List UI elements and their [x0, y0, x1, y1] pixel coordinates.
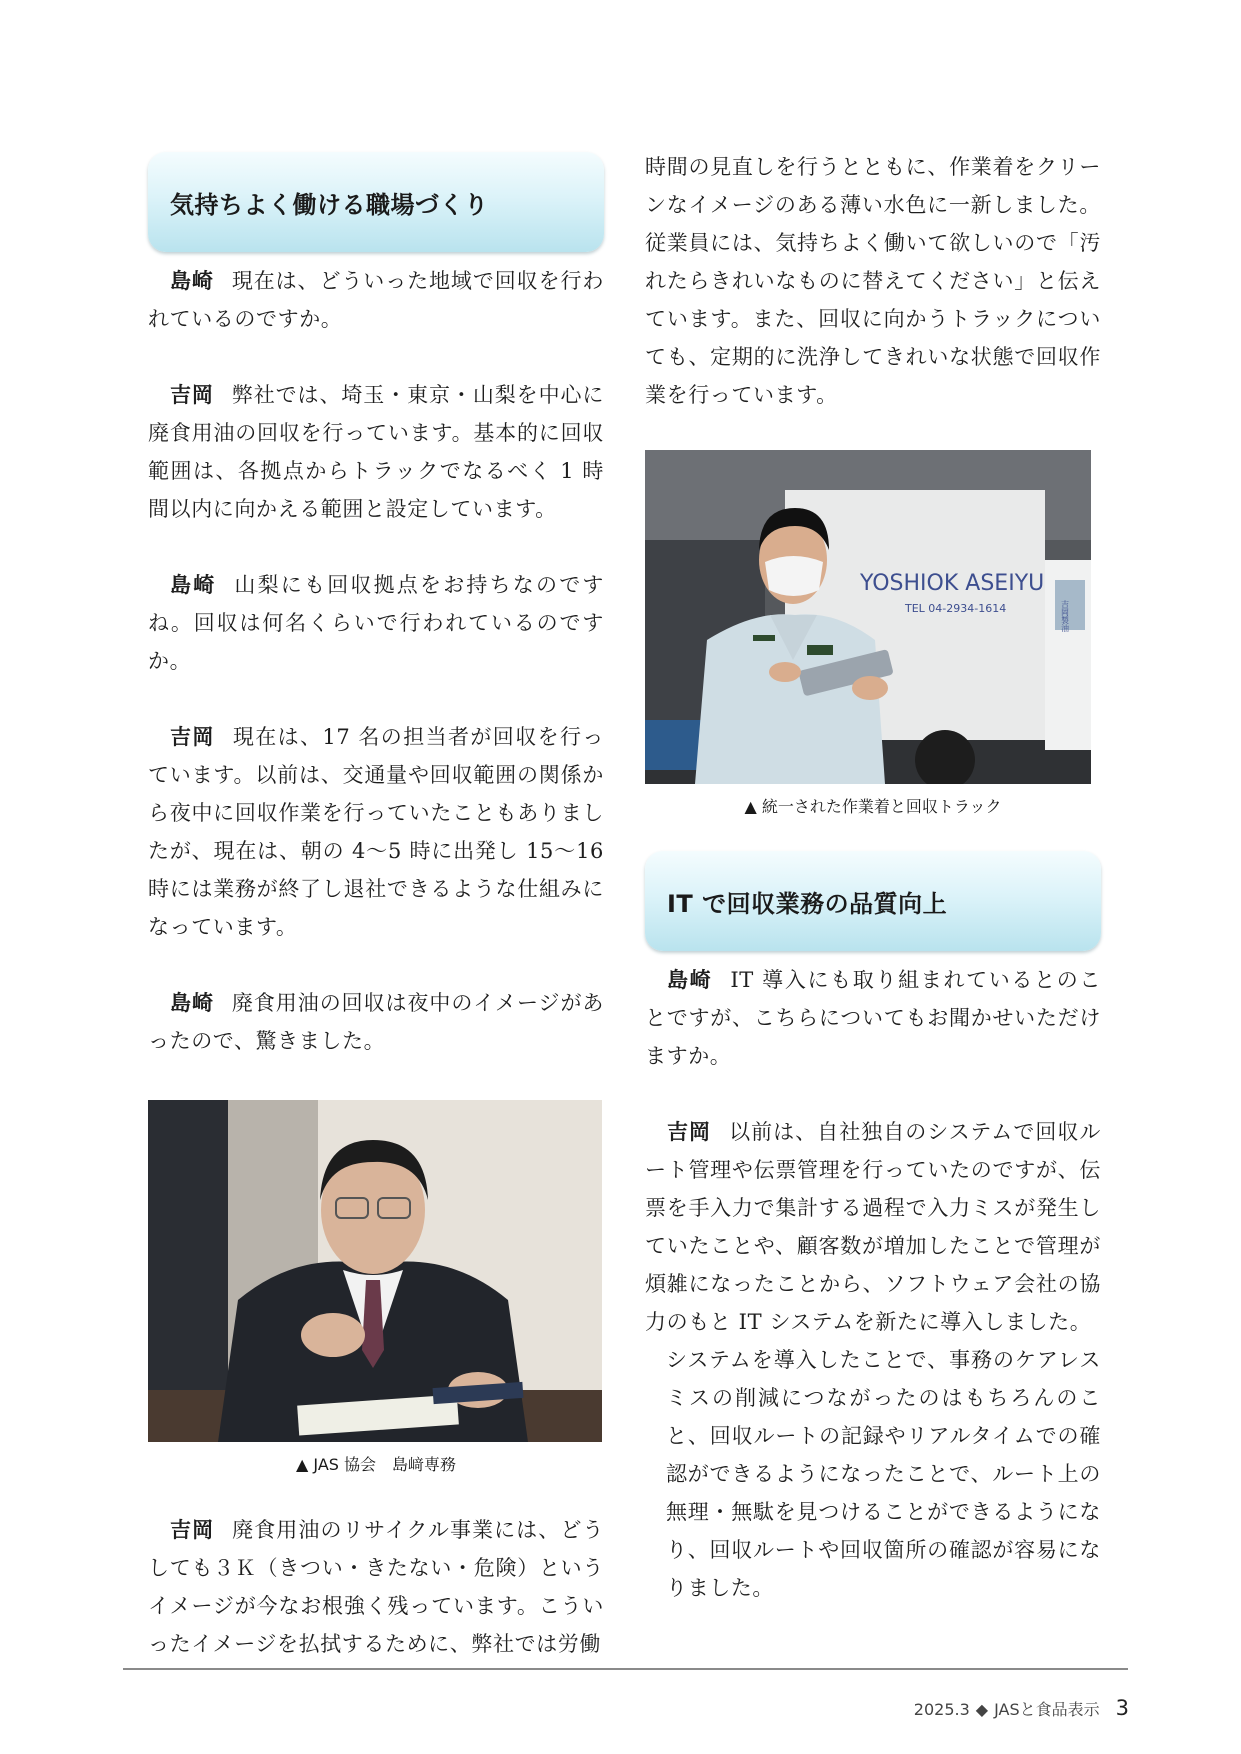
paragraph-text: 現在は、どういった地域で回収を行われているのですか。: [148, 269, 604, 331]
photo-caption: ▲ JAS 協会 島﨑専務: [295, 1455, 457, 1474]
paragraph: [148, 1511, 604, 1663]
portrait-illustration: [148, 1100, 602, 1442]
paragraph: [148, 984, 604, 1060]
footer-rule: [123, 1668, 1128, 1670]
page-number: 3: [1115, 1696, 1129, 1720]
speaker-name: 島崎: [667, 968, 713, 992]
paragraph-text: 廃食用油の回収は夜中のイメージがあったので、驚きました。: [148, 991, 605, 1053]
speaker-name: 島崎: [170, 991, 214, 1015]
speaker-name: 吉岡: [667, 1120, 712, 1144]
photo-caption: ▲ 統一された作業着と回収トラック: [744, 797, 1002, 816]
speaker-name: 島崎: [170, 573, 217, 597]
worker-truck-illustration: [645, 450, 1091, 784]
speaker-name: 吉岡: [170, 1518, 215, 1542]
speaker-name: 島崎: [170, 269, 214, 293]
section-heading-it: IT で回収業務の品質向上: [645, 851, 1101, 951]
left-column: [148, 152, 604, 1663]
paragraph-text: 以前は、自社独自のシステムで回収ルート管理や伝票管理を行っていたのですが、伝票を手入力で集計する過程で入力ミスが発生していたことや、顧客数が増加したことで管理が煩雑になったことから、ソフトウェア会社の協力のもと IT システムを新たに導入しました。: [645, 1120, 1101, 1334]
paragraph-text: 廃食用油のリサイクル事業には、どうしても３Ｋ（きつい・きたない・危険）というイメージが今なお根強く残っています。こういったイメージを払拭するために、弊社では労働: [148, 1518, 604, 1656]
diamond-icon: ◆: [975, 1700, 989, 1719]
paragraph-text: 弊社では、埼玉・東京・山梨を中心に廃食用油の回収を行っています。基本的に回収範囲は、各拠点からトラックでなるべく 1 時間以内に向かえる範囲と設定しています。: [148, 383, 604, 521]
paragraph-text: 現在は、17 名の担当者が回収を行っています。以前は、交通量や回収範囲の関係から夜中に回収作業を行っていたこともありましたが、現在は、朝の 4〜5 時に出発し 15〜16 時には業務が終了し退社できるような仕組みになっています。: [148, 725, 605, 939]
paragraph: [148, 566, 604, 680]
paragraph: [148, 262, 604, 338]
photo-worker-truck: [645, 450, 1091, 784]
issue-date: 2025.3: [913, 1700, 970, 1719]
truck-tel-text: TEL 04-2934-1614: [905, 602, 1007, 615]
paragraph: [645, 148, 1101, 414]
paragraph: [148, 376, 604, 528]
paragraph: [645, 961, 1101, 1075]
paragraph-text: 時間の見直しを行うとともに、作業着をクリーンなイメージのある薄い水色に一新しました。従業員には、気持ちよく働いて欲しいので「汚れたらきれいなものに替えてください」と伝えています。また、回収に向かうトラックについても、定期的に洗浄してきれいな状態で回収作業を行っています。: [645, 155, 1101, 407]
paragraph: [148, 718, 604, 946]
right-column: [645, 148, 1101, 1607]
speaker-name: 吉岡: [170, 383, 214, 407]
photo-director-shimazaki: [148, 1100, 602, 1442]
truck-company-text: YOSHIOK ASEIYU: [860, 571, 1045, 596]
paragraph: [645, 1341, 1101, 1607]
speaker-name: 吉岡: [170, 725, 215, 749]
paragraph-text: IT 導入にも取り組まれているとのことですが、こちらについてもお聞かせいただけますか。: [645, 968, 1102, 1068]
paragraph: [645, 1113, 1101, 1341]
magazine-title: JASと食品表示: [994, 1700, 1100, 1719]
truck-side-text: 吉岡製油: [1060, 600, 1070, 632]
section-heading-workplace: 気持ちよく働ける職場づくり: [148, 152, 604, 252]
paragraph-text: 山梨にも回収拠点をお持ちなのですね。回収は何名くらいで行われているのですか。: [148, 573, 604, 673]
paragraph-text: システムを導入したことで、事務のケアレスミスの削減につながったのはもちろんのこと、回収ルートの記録やリアルタイムでの確認ができるようになったことで、ルート上の無理・無駄を見つけることができるようになり、回収ルートや回収箇所の確認が容易になりました。: [666, 1348, 1101, 1600]
page-footer: [914, 1696, 1129, 1720]
